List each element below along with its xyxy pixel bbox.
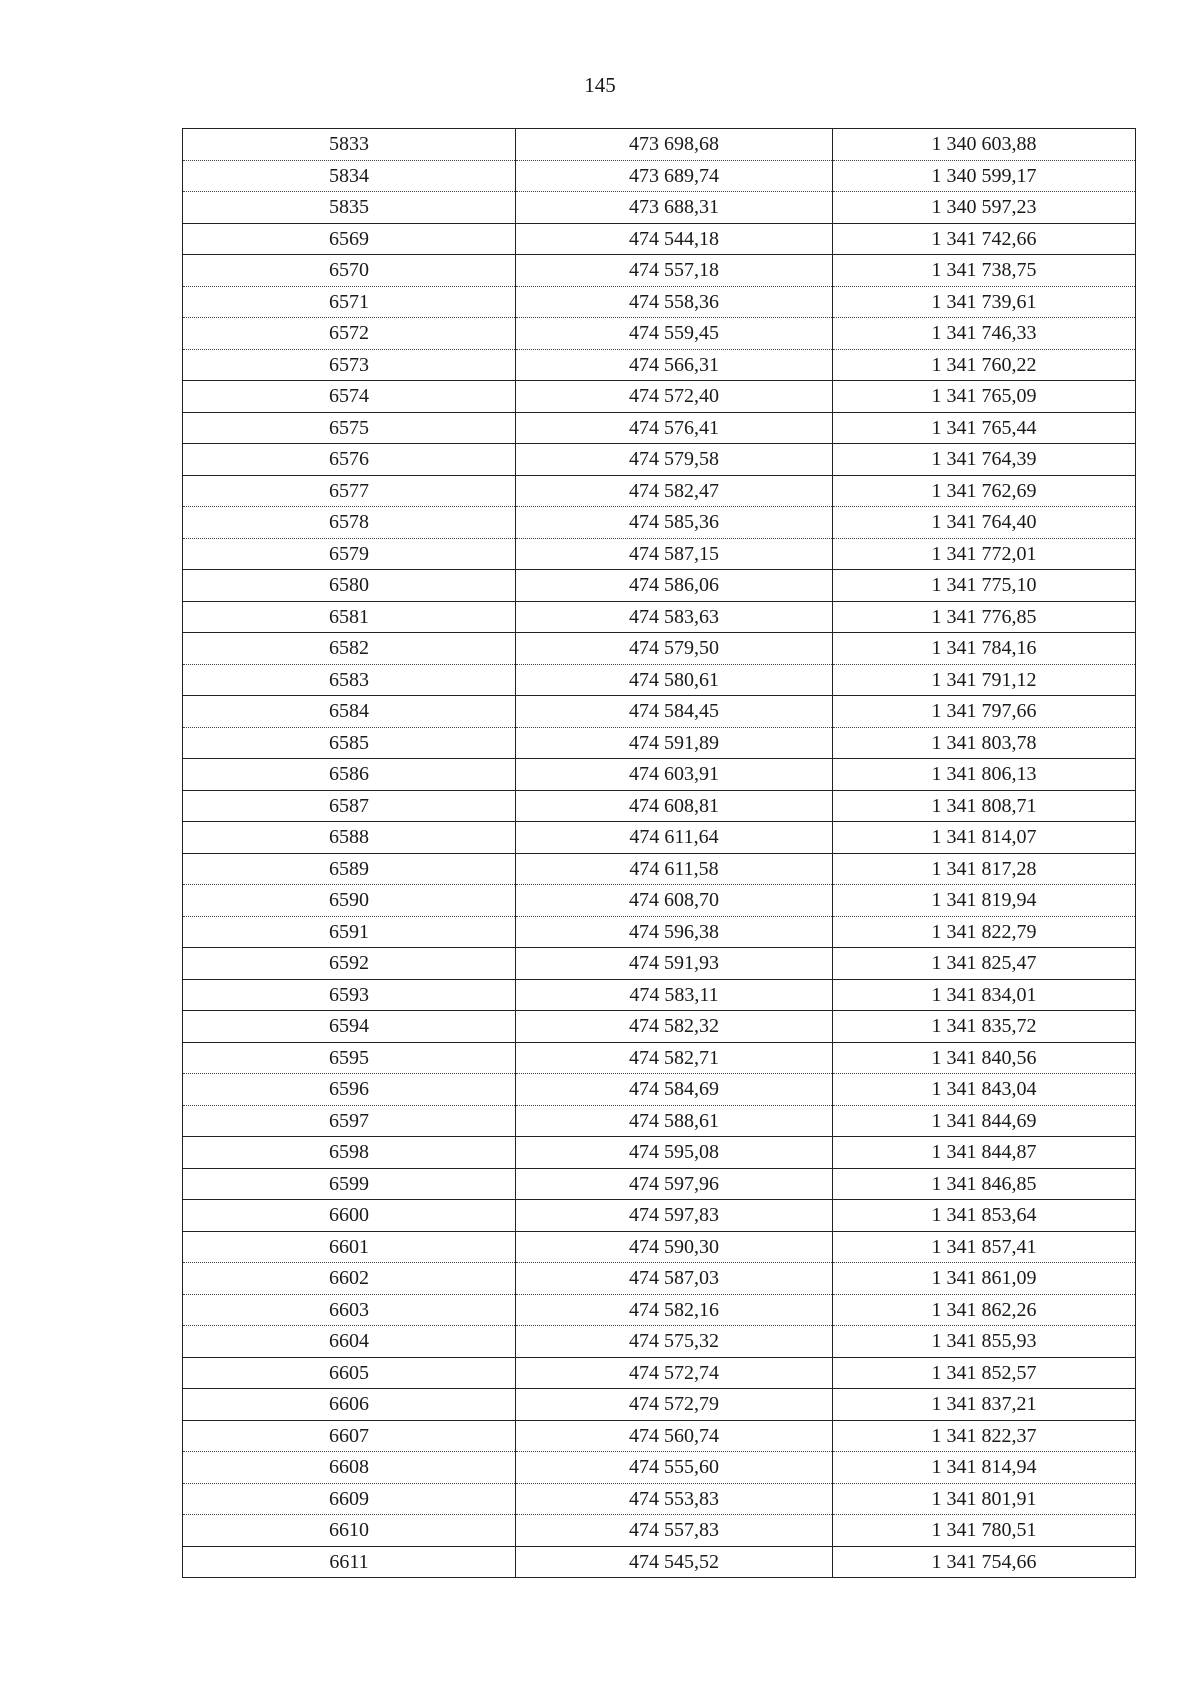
y-coordinate-cell: 1 341 834,01 [833, 979, 1136, 1011]
y-coordinate-cell: 1 341 765,44 [833, 412, 1136, 444]
point-number-cell: 6587 [183, 790, 516, 822]
point-number-cell: 6588 [183, 822, 516, 854]
coordinates-table [182, 128, 1136, 1578]
point-number-cell: 6595 [183, 1042, 516, 1074]
y-coordinate-cell: 1 341 776,85 [833, 601, 1136, 633]
point-number-cell: 6608 [183, 1452, 516, 1484]
y-coordinate-cell: 1 341 775,10 [833, 570, 1136, 602]
table-row [183, 1168, 1136, 1200]
y-coordinate-cell: 1 341 764,40 [833, 507, 1136, 539]
point-number-cell: 6585 [183, 727, 516, 759]
x-coordinate-cell: 474 553,83 [516, 1483, 833, 1515]
x-coordinate-cell: 474 559,45 [516, 318, 833, 350]
y-coordinate-cell: 1 341 855,93 [833, 1326, 1136, 1358]
point-number-cell: 6607 [183, 1420, 516, 1452]
table-row [183, 1137, 1136, 1169]
table-row [183, 538, 1136, 570]
table-row [183, 318, 1136, 350]
x-coordinate-cell: 474 591,93 [516, 948, 833, 980]
table-row [183, 948, 1136, 980]
x-coordinate-cell: 474 557,83 [516, 1515, 833, 1547]
x-coordinate-cell: 474 587,03 [516, 1263, 833, 1295]
point-number-cell: 6590 [183, 885, 516, 917]
point-number-cell: 6581 [183, 601, 516, 633]
y-coordinate-cell: 1 341 852,57 [833, 1357, 1136, 1389]
y-coordinate-cell: 1 341 762,69 [833, 475, 1136, 507]
x-coordinate-cell: 474 572,79 [516, 1389, 833, 1421]
point-number-cell: 6597 [183, 1105, 516, 1137]
table-row [183, 979, 1136, 1011]
table-row [183, 1042, 1136, 1074]
x-coordinate-cell: 474 585,36 [516, 507, 833, 539]
y-coordinate-cell: 1 341 746,33 [833, 318, 1136, 350]
x-coordinate-cell: 474 576,41 [516, 412, 833, 444]
y-coordinate-cell: 1 341 739,61 [833, 286, 1136, 318]
x-coordinate-cell: 474 572,74 [516, 1357, 833, 1389]
point-number-cell: 6569 [183, 223, 516, 255]
table-row [183, 1389, 1136, 1421]
point-number-cell: 6594 [183, 1011, 516, 1043]
x-coordinate-cell: 474 595,08 [516, 1137, 833, 1169]
x-coordinate-cell: 474 582,32 [516, 1011, 833, 1043]
table-row [183, 129, 1136, 161]
x-coordinate-cell: 474 583,11 [516, 979, 833, 1011]
table-row [183, 1263, 1136, 1295]
x-coordinate-cell: 474 555,60 [516, 1452, 833, 1484]
x-coordinate-cell: 474 586,06 [516, 570, 833, 602]
x-coordinate-cell: 474 590,30 [516, 1231, 833, 1263]
table-row [183, 286, 1136, 318]
table-row [183, 1011, 1136, 1043]
y-coordinate-cell: 1 341 801,91 [833, 1483, 1136, 1515]
x-coordinate-cell: 474 608,70 [516, 885, 833, 917]
y-coordinate-cell: 1 341 738,75 [833, 255, 1136, 287]
point-number-cell: 6572 [183, 318, 516, 350]
point-number-cell: 6591 [183, 916, 516, 948]
table-row [183, 633, 1136, 665]
table-row [183, 1200, 1136, 1232]
point-number-cell: 6605 [183, 1357, 516, 1389]
table-row [183, 916, 1136, 948]
table-row [183, 1515, 1136, 1547]
point-number-cell: 6573 [183, 349, 516, 381]
table-row [183, 1074, 1136, 1106]
y-coordinate-cell: 1 341 835,72 [833, 1011, 1136, 1043]
table-row [183, 853, 1136, 885]
y-coordinate-cell: 1 341 754,66 [833, 1546, 1136, 1578]
table-row [183, 1357, 1136, 1389]
x-coordinate-cell: 474 584,69 [516, 1074, 833, 1106]
x-coordinate-cell: 474 608,81 [516, 790, 833, 822]
table-row [183, 696, 1136, 728]
y-coordinate-cell: 1 341 814,94 [833, 1452, 1136, 1484]
y-coordinate-cell: 1 341 819,94 [833, 885, 1136, 917]
x-coordinate-cell: 474 560,74 [516, 1420, 833, 1452]
x-coordinate-cell: 474 558,36 [516, 286, 833, 318]
y-coordinate-cell: 1 341 837,21 [833, 1389, 1136, 1421]
y-coordinate-cell: 1 341 742,66 [833, 223, 1136, 255]
x-coordinate-cell: 474 545,52 [516, 1546, 833, 1578]
point-number-cell: 6609 [183, 1483, 516, 1515]
x-coordinate-cell: 474 544,18 [516, 223, 833, 255]
point-number-cell: 6592 [183, 948, 516, 980]
table-row [183, 664, 1136, 696]
table-row [183, 381, 1136, 413]
y-coordinate-cell: 1 341 825,47 [833, 948, 1136, 980]
point-number-cell: 6584 [183, 696, 516, 728]
x-coordinate-cell: 474 587,15 [516, 538, 833, 570]
x-coordinate-cell: 474 572,40 [516, 381, 833, 413]
point-number-cell: 6576 [183, 444, 516, 476]
point-number-cell: 5833 [183, 129, 516, 161]
table-row [183, 1231, 1136, 1263]
y-coordinate-cell: 1 341 784,16 [833, 633, 1136, 665]
point-number-cell: 5835 [183, 192, 516, 224]
y-coordinate-cell: 1 341 814,07 [833, 822, 1136, 854]
table-row [183, 601, 1136, 633]
point-number-cell: 6578 [183, 507, 516, 539]
y-coordinate-cell: 1 341 808,71 [833, 790, 1136, 822]
table-row [183, 727, 1136, 759]
y-coordinate-cell: 1 341 797,66 [833, 696, 1136, 728]
y-coordinate-cell: 1 341 772,01 [833, 538, 1136, 570]
x-coordinate-cell: 474 597,96 [516, 1168, 833, 1200]
table-row [183, 570, 1136, 602]
point-number-cell: 6574 [183, 381, 516, 413]
y-coordinate-cell: 1 341 803,78 [833, 727, 1136, 759]
table-row [183, 444, 1136, 476]
x-coordinate-cell: 474 579,50 [516, 633, 833, 665]
point-number-cell: 6583 [183, 664, 516, 696]
point-number-cell: 6610 [183, 1515, 516, 1547]
x-coordinate-cell: 474 596,38 [516, 916, 833, 948]
table-row [183, 223, 1136, 255]
x-coordinate-cell: 474 557,18 [516, 255, 833, 287]
table-row [183, 160, 1136, 192]
point-number-cell: 6600 [183, 1200, 516, 1232]
x-coordinate-cell: 474 588,61 [516, 1105, 833, 1137]
table-row [183, 885, 1136, 917]
point-number-cell: 6599 [183, 1168, 516, 1200]
point-number-cell: 6596 [183, 1074, 516, 1106]
y-coordinate-cell: 1 341 760,22 [833, 349, 1136, 381]
table-row [183, 790, 1136, 822]
point-number-cell: 6570 [183, 255, 516, 287]
x-coordinate-cell: 474 575,32 [516, 1326, 833, 1358]
table-row [183, 1452, 1136, 1484]
x-coordinate-cell: 474 582,47 [516, 475, 833, 507]
table-row [183, 759, 1136, 791]
x-coordinate-cell: 474 582,71 [516, 1042, 833, 1074]
x-coordinate-cell: 474 591,89 [516, 727, 833, 759]
table-row [183, 1546, 1136, 1578]
y-coordinate-cell: 1 341 853,64 [833, 1200, 1136, 1232]
y-coordinate-cell: 1 341 861,09 [833, 1263, 1136, 1295]
table-row [183, 1483, 1136, 1515]
y-coordinate-cell: 1 341 822,79 [833, 916, 1136, 948]
point-number-cell: 6604 [183, 1326, 516, 1358]
point-number-cell: 6603 [183, 1294, 516, 1326]
y-coordinate-cell: 1 341 791,12 [833, 664, 1136, 696]
y-coordinate-cell: 1 341 844,87 [833, 1137, 1136, 1169]
table-row [183, 255, 1136, 287]
point-number-cell: 6589 [183, 853, 516, 885]
y-coordinate-cell: 1 341 844,69 [833, 1105, 1136, 1137]
point-number-cell: 6580 [183, 570, 516, 602]
point-number-cell: 5834 [183, 160, 516, 192]
x-coordinate-cell: 474 611,64 [516, 822, 833, 854]
point-number-cell: 6601 [183, 1231, 516, 1263]
point-number-cell: 6575 [183, 412, 516, 444]
x-coordinate-cell: 474 611,58 [516, 853, 833, 885]
table-row [183, 412, 1136, 444]
table-row [183, 1105, 1136, 1137]
coordinates-table-body [183, 129, 1136, 1578]
y-coordinate-cell: 1 341 780,51 [833, 1515, 1136, 1547]
point-number-cell: 6586 [183, 759, 516, 791]
point-number-cell: 6571 [183, 286, 516, 318]
x-coordinate-cell: 474 597,83 [516, 1200, 833, 1232]
y-coordinate-cell: 1 340 599,17 [833, 160, 1136, 192]
x-coordinate-cell: 474 603,91 [516, 759, 833, 791]
x-coordinate-cell: 474 582,16 [516, 1294, 833, 1326]
table-row [183, 507, 1136, 539]
y-coordinate-cell: 1 341 840,56 [833, 1042, 1136, 1074]
point-number-cell: 6606 [183, 1389, 516, 1421]
table-row [183, 1326, 1136, 1358]
x-coordinate-cell: 474 584,45 [516, 696, 833, 728]
table-row [183, 822, 1136, 854]
page-number: 145 [584, 73, 616, 97]
table-row [183, 1294, 1136, 1326]
table-row [183, 1420, 1136, 1452]
y-coordinate-cell: 1 341 843,04 [833, 1074, 1136, 1106]
y-coordinate-cell: 1 340 597,23 [833, 192, 1136, 224]
y-coordinate-cell: 1 341 817,28 [833, 853, 1136, 885]
table-row [183, 349, 1136, 381]
x-coordinate-cell: 474 583,63 [516, 601, 833, 633]
point-number-cell: 6582 [183, 633, 516, 665]
y-coordinate-cell: 1 341 822,37 [833, 1420, 1136, 1452]
point-number-cell: 6602 [183, 1263, 516, 1295]
y-coordinate-cell: 1 341 862,26 [833, 1294, 1136, 1326]
table-row [183, 475, 1136, 507]
y-coordinate-cell: 1 340 603,88 [833, 129, 1136, 161]
x-coordinate-cell: 474 580,61 [516, 664, 833, 696]
y-coordinate-cell: 1 341 765,09 [833, 381, 1136, 413]
y-coordinate-cell: 1 341 764,39 [833, 444, 1136, 476]
y-coordinate-cell: 1 341 806,13 [833, 759, 1136, 791]
table-row [183, 192, 1136, 224]
x-coordinate-cell: 474 566,31 [516, 349, 833, 381]
x-coordinate-cell: 474 579,58 [516, 444, 833, 476]
x-coordinate-cell: 473 689,74 [516, 160, 833, 192]
y-coordinate-cell: 1 341 857,41 [833, 1231, 1136, 1263]
point-number-cell: 6593 [183, 979, 516, 1011]
x-coordinate-cell: 473 688,31 [516, 192, 833, 224]
y-coordinate-cell: 1 341 846,85 [833, 1168, 1136, 1200]
point-number-cell: 6579 [183, 538, 516, 570]
point-number-cell: 6598 [183, 1137, 516, 1169]
point-number-cell: 6611 [329, 1550, 369, 1573]
point-number-cell: 6577 [183, 475, 516, 507]
x-coordinate-cell: 473 698,68 [516, 129, 833, 161]
